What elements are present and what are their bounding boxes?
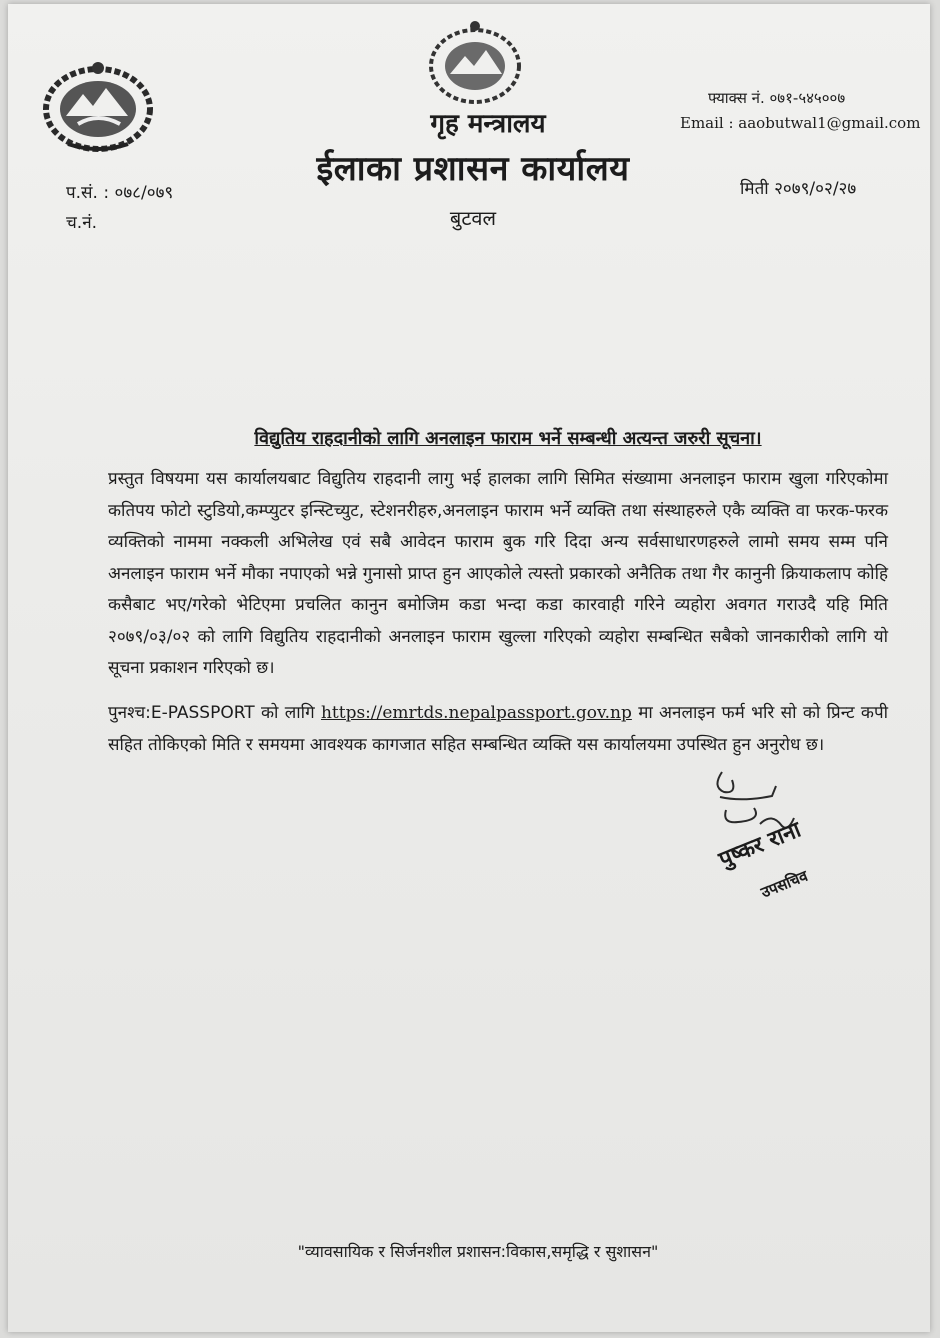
reference-number: प.सं. : ०७८/०७९ — [66, 183, 174, 203]
ministry-seal-icon — [420, 16, 530, 106]
office-motto: "व्यावसायिक र सिर्जनशील प्रशासन:विकास,समृद्धि र सुशासन" — [297, 1242, 659, 1261]
letter-date: मिती २०७९/०२/२७ — [740, 179, 857, 199]
signatory-name: पुष्कर राना — [715, 817, 805, 873]
nepal-emblem-icon — [38, 54, 158, 154]
office-name: ईलाका प्रशासन कार्यालय — [316, 149, 630, 189]
dispatch-number: च.नं. — [66, 213, 98, 233]
fax-number: फ्याक्स नं. ०७१-५४५००७ — [708, 89, 846, 107]
postscript-prefix: पुनश्च:E-PASSPORT को लागि — [108, 703, 315, 723]
office-city: बुटवल — [449, 206, 497, 230]
email-address: Email : aaobutwal1@gmail.com — [680, 114, 921, 132]
document-page — [8, 4, 930, 1332]
passport-portal-link[interactable]: https://emrtds.nepalpassport.gov.np — [320, 703, 632, 723]
notice-subject: विद्युतिय राहदानीको लागि अनलाइन फाराम भर्ने सम्बन्धी अत्यन्त जरुरी सूचना। — [254, 428, 762, 449]
notice-body: प्रस्तुत विषयमा यस कार्यालयबाट विद्युतिय राहदानी लागु भई हालका लागि सिमित संख्यामा अनलाइन फाराम खुला गरिएकोमा कतिपय फोटो स्टुडियो,कम्प्युटर इन्स्टिच्युट, स्टेशनरीहरु,अनलाइन फाराम भर्ने व्यक्ति तथा संस्थाहरुले एकै व्यक्ति वा फरक-फरक व्यक्तिको नाममा नक्कली अभिलेख एवं सबै आवेदन फाराम बुक गरि दिदा अन्य सर्वसाधारणहरुले लामो समय सम्म पनि अनलाइन फाराम भर्ने मौका नपाएको भन्ने गुनासो प्राप्त हुन आएकोले त्यस्तो प्रकारको अनैतिक तथा गैर कानुनी क्रियाकलाप कोहि कसैबाट भए/गरेको भेटिएमा प्रचलित कानुन बमोजिम कडा भन्दा कडा कारवाही गरिने व्यहोरा अवगत गराउदै यहि मिति २०७९/०३/०२ को लागि विद्युतिय राहदानीको अनलाइन फाराम खुल्ला गरिएको व्यहोरा सम्बन्धित सबैको जानकारीको लागि यो सूचना प्रकाशन गरिएको छ। — [108, 469, 888, 678]
signatory-title: उपसचिव — [758, 866, 811, 902]
ministry-name: गृह मन्त्रालय — [430, 109, 546, 139]
postscript — [108, 698, 888, 761]
postscript-suffix: मा अनलाइन फर्म भरि सो को प्रिन्ट कपी सहित तोकिएको मिति र समयमा आवश्यक कागजात सहित सम्बन्धित व्यक्ति यस कार्यालयमा उपस्थित हुन अनुरोध छ। — [108, 703, 889, 755]
